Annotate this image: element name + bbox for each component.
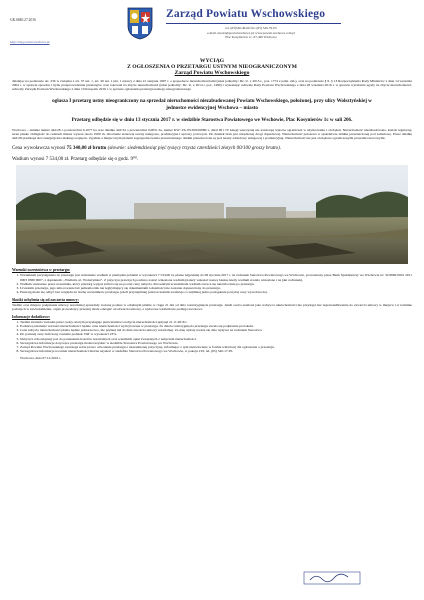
list-item: 2. Podstawą ustalenia wartości nieruchomości będzie cena nieruchomości wylicytowana w przetargu. Za dzień rozstrzygnięcia przetargu uważa się podpisanie protokołu.: [20, 324, 412, 328]
list-item: 1. Warunkiem przystąpienia do przetargu jest wniesienie wadium w pieniądzu polskim w wysokości 7 534,00 zł, płatne najpóźniej do 09 stycznia 2017 r. na rachunek Starostwa Powiatowego we Wschowie, prowadzony przez Bank Spółdzielczy we Wschowie nr: 34 8669 0001 2011 0003 0380 0007, z dopiskiem: „Wadium, ul. Wolsztyńska”. Z przyczyn prawnych powinno zostać wniesione wadium (należy wskazać nazwę banku, kiedy wadium zostało wniesione i na jaki rachunek).: [20, 273, 412, 281]
list-item: 2. Wadium wniesione przez uczestnika, który przetarg wygrał zalicza się na poczet ceny nabycia. Pozostałym uczestnikom wadium zwraca się niezwłocznie po przetargu.: [20, 282, 412, 286]
header-divider: [166, 23, 341, 24]
terms-heading: Skutki uchylenia się od zawarcia umowy:: [12, 297, 79, 302]
price-value: 75 340,00 zł brutto: [66, 146, 107, 152]
title-line-2: Z OGŁOSZENIA O PRZETARGU USTNYM NIEOGRANICZONYM: [127, 64, 297, 70]
bip-link[interactable]: http://bip.powiat.wschowa.pl: [10, 40, 50, 44]
price-words: (słownie: siedemdziesiąt pięć tysięcy trzysta czterdzieści złotych 00/100 groszy brutto).: [107, 146, 282, 152]
property-description: Wschowa – działka numer 442/28 o powierzchni 0,1077 ha oraz działka 442/34 o powierzchni 0,0051 ha, numer KW: ZG1W/00016080/1, dział III i IV księgi wieczystej nie zawierają wpisów ograniczeń w użytkowaniu i obciążeń. Nieruchomość niezabudowana, kształt regularny, teren płaski. Odległość do centrum miasta wynosi około 1000 m. Otoczenie stanowią tereny usługowe, produkcyjne i uprawy polowych. Do działek brak jest urządzonej drogi dojazdowej. Nieruchomość położona w sąsiedztwie działki przeznaczonej pod zabudowę. Przez działkę 442/28 przebiega sieć energetyczna niskiego napięcia. Zgodnie z miejscowym planem zagospodarowania przestrzennego działki przeznaczone są pod tereny zabudowy usługowej i produkcyjnej. Nieruchomość nie jest obciążona ograniczonymi prawami rzeczowymi.: [12, 127, 412, 141]
list-item: 3. Uczestnik przetargu, jego umocowanie lub pełnomocnik nie legitymujący się dokumentami tożsamości nie zostanie dopuszczony do przetargu.: [20, 286, 412, 290]
wadium: Wadium wynosi 7 534,00 zł. Przetarg odbędzie się o godz. 9⁰⁰.: [12, 157, 139, 163]
title-line-3: Zarząd Powiatu Wschowskiego: [174, 70, 250, 76]
list-item: 4. Przetarg może się odbyć bez względu na liczbę uczestników przetargu, jeżeli przynajmniej jeden uczestnik zaoferuje co najmniej jedno postąpienie powyżej ceny wywoławczej.: [20, 290, 412, 294]
conditions-list: [12, 273, 412, 293]
document-title: [8, 58, 416, 76]
property-photo: [16, 165, 408, 264]
title-line-1: WYCIĄG: [199, 58, 225, 64]
starting-price: [12, 146, 412, 151]
document-date: Wschowa, dnia 07.12.2016 r.: [20, 355, 61, 360]
reference-number: GK.6840.27.2016: [10, 18, 36, 22]
info-list: [12, 320, 412, 353]
signature-stamp: [302, 570, 362, 586]
conditions-heading: Warunki uczestnictwa w przetargu:: [12, 268, 71, 273]
letterhead: [8, 4, 416, 60]
contact-line: e-mail: zarzad@powiatwschowa.pl; www.powiat.wschowa.com.pl: [207, 30, 295, 35]
price-label: Cena wywoławcza wynosi: [12, 146, 66, 152]
office-contact: [176, 26, 326, 40]
list-item: 1. Termin złożenia wniosku przez osoby, którym przysługuje pierwszeństwo nabycia nieruchomości upłynął 21.11.2016 r.: [20, 320, 412, 324]
auction-date: Przetarg odbędzie się w dniu 13 stycznia 2017 r. w siedzibie Starostwa Powiatowego we Wschowie, Plac Kosynierów 1c w sali 206.: [71, 116, 353, 123]
coat-of-arms-icon: [126, 6, 154, 40]
list-item: 4. Do podanej ceny doliczony zostanie podatek VAT w wysokości 23%.: [20, 332, 412, 336]
legal-basis: działając na podstawie art. 23b w związku z art. 37 ust. 1, art. 40 ust. 1 pkt. 1 ustawy z dnia 21 sierpnia 1997 r. o gospodarce nieruchomościami (tekst jednolity: Dz. U. z 2015 r., poz. 1774 z późn. zm.), oraz na podstawie § 6, § 13 Rozporządzenia Rady Ministrów z dnia 14 września 2004 r. w sprawie sposobu i trybu przeprowadzania przetargów oraz rokowań na zbycie nieruchomości (tekst jednolity: Dz. U. z 2014 r. poz. 1490) i wykonując uchwałę Rady Powiatu Wschowskiego z dnia 28 września 2016 r. w sprawie wyrażenia zgody na zbycie nieruchomości, uchwały Zarządu Powiatu Wschowskiego z dnia 10 listopada 2016 r. w sprawie ogłoszenia przetargu ustnego nieograniczonego: [12, 79, 412, 92]
list-item: 3. Cena nabycia nieruchomości płatna będzie jednorazowo, nie później niż do dnia zawarcia umowy notarialnej. Za datę wpłaty uważa się datę wpływu na rachunek Starostwa.: [20, 328, 412, 332]
terms-text: Termin oraz miejsce podpisania umowy notarialnej sprzedaży zostaną podane w odrębnym piśmie w ciągu 21 dni od dnia rozstrzygnięcia przetargu. Jeżeli osoba ustalona jako nabywca nieruchomości nie przystąpi bez usprawiedliwienia do zawarcia umowy w miejscu i w terminie podanych w zawiadomieniu, organ prowadzący przetarg może odstąpić od zawarcia umowy, a wpłacone wadium nie podlega zwrotowi.: [12, 302, 412, 312]
announcement: ogłasza I przetarg ustny nieograniczony na sprzedaż nieruchomości niezabudowanej Powiatu Wschowskiego, położonej, przy ulicy Wolsztyńskiej w jednostce ewidencyjnej Wschowa – miasto: [52, 98, 372, 111]
info-heading: Informacje dodatkowe:: [12, 315, 51, 320]
list-item: 8. Szczegółowe informacje na temat nieruchomości można uzyskać w siedzibie Starostwa Powiatowego we Wschowie, w pokoju 219, tel. (65) 540-17-95.: [20, 349, 412, 353]
list-item: 5. Nabywca zobowiązany jest do poniesienia kosztów notarialnych oraz wszelkich opłat związanych z nabyciem nieruchomości.: [20, 337, 412, 341]
contact-line: Plac Kosynierów 1c, 67-400 Wschowa: [225, 35, 277, 40]
contact-line: tel. (65)540-49-00 fax: (65) 540-79-03: [225, 26, 277, 30]
list-item: 7. Zarząd Powiatu Wschowskiego zastrzega sobie prawo odwołania przetargu z uzasadnionej przyczyny, informując o tym niezwłocznie w formie właściwej dla ogłoszenia o przetargu.: [20, 345, 412, 349]
list-item: 6. Szczegółowe informacje dotyczące przetargu można uzyskać w siedzibie Starostwa Powiatowego we Wschowie.: [20, 341, 412, 345]
office-name: Zarząd Powiatu Wschowskiego: [166, 8, 326, 20]
